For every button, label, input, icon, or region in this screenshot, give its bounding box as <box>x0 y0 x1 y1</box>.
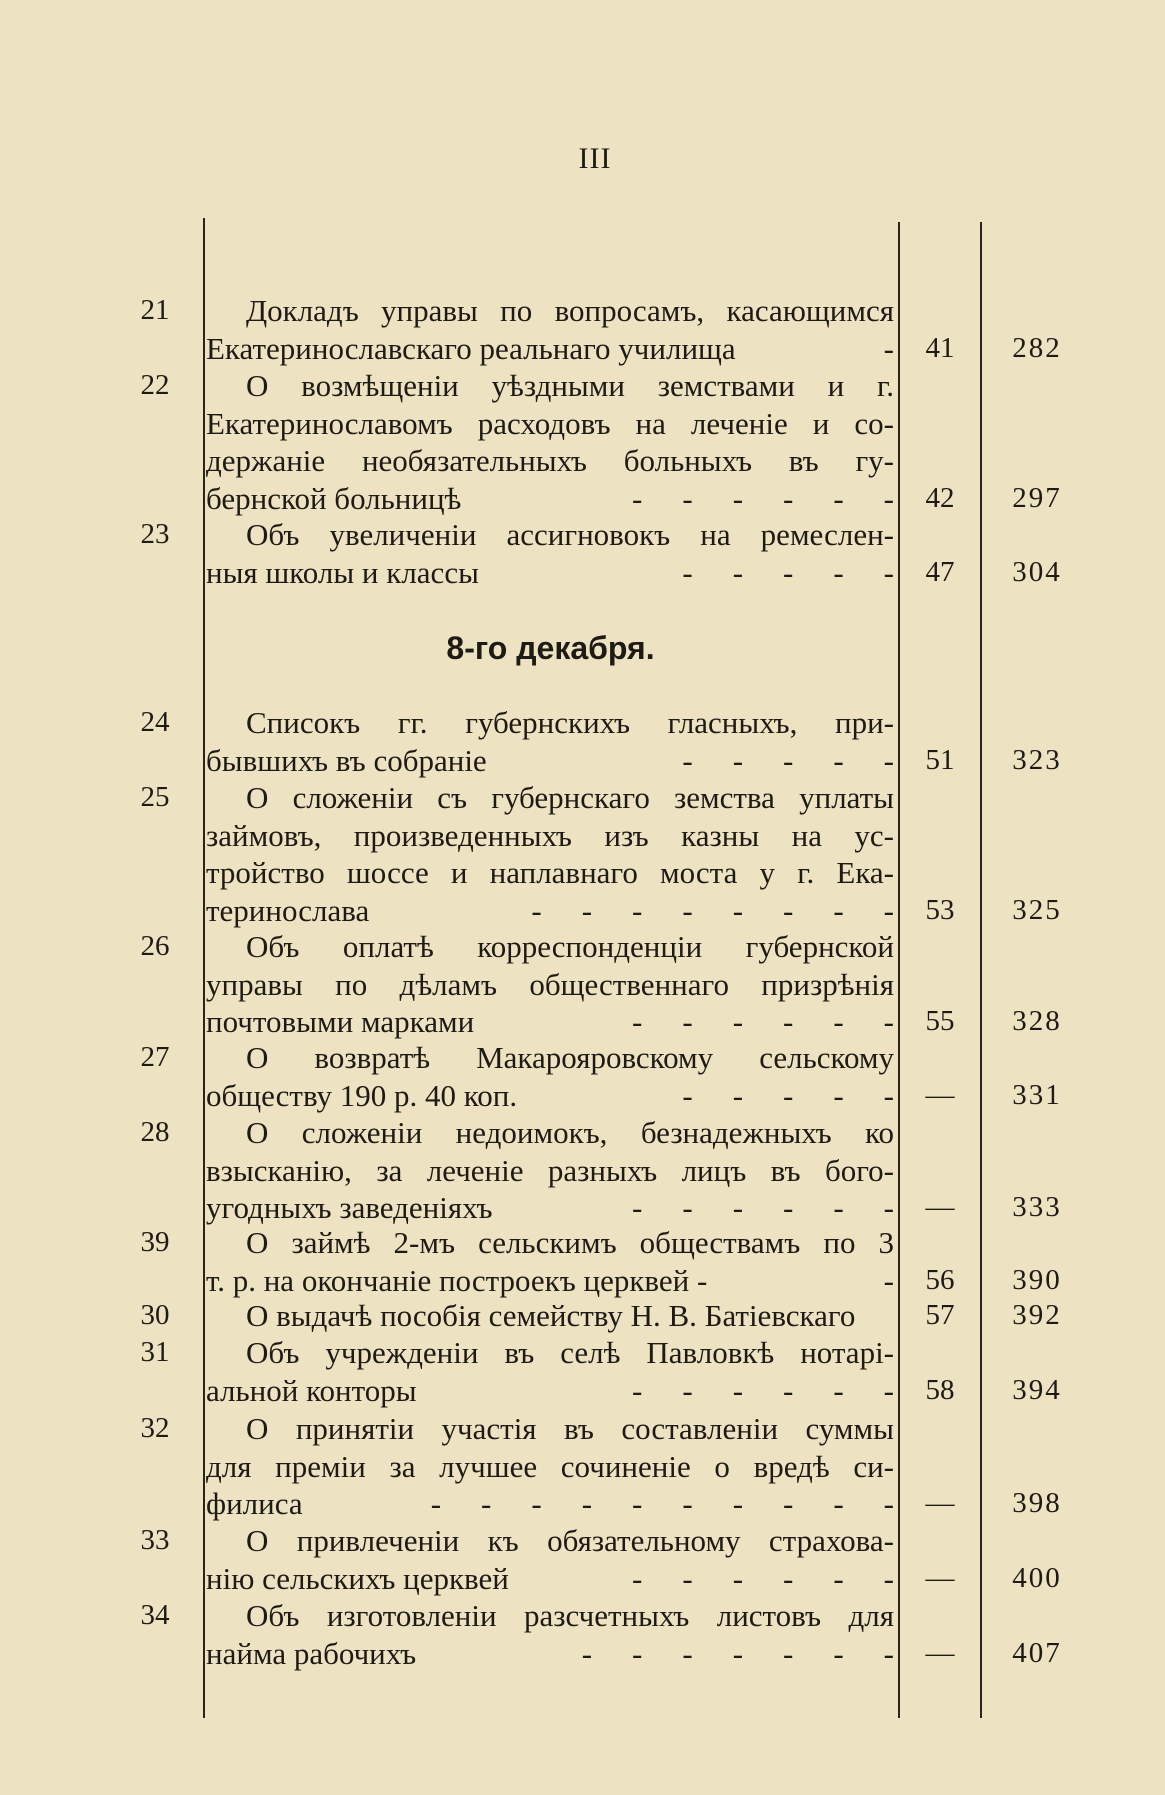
entry-doc-number: 400 <box>1012 1561 1062 1594</box>
entry-doc-number: 282 <box>1012 331 1062 364</box>
entry-number: 24 <box>140 706 170 738</box>
entry-page: 56 <box>925 1263 955 1296</box>
entry-text-line: О займѣ 2-мъ сельскимъ обществамъ по 3 <box>246 1225 894 1260</box>
entry-doc-number: 325 <box>1012 893 1062 926</box>
entry-text-line: О принятіи участія въ составленіи суммы <box>246 1411 894 1446</box>
entry-number: 33 <box>140 1524 170 1556</box>
dot-leader: - - - - - - - - <box>531 892 894 928</box>
entry-number: 30 <box>140 1299 170 1331</box>
entry-text-line-label: нію сельскихъ церквей <box>206 1560 509 1596</box>
entry-text-line-label: филиса <box>206 1486 303 1521</box>
entry-page: 57 <box>925 1299 955 1331</box>
entry-text-line: управы по дѣламъ общественнаго призрѣнія <box>206 966 894 1002</box>
left-column-rule <box>203 218 205 1718</box>
dot-leader: - - - - - - <box>632 1004 894 1039</box>
entry-text-line <box>206 1189 894 1226</box>
entry-text-line-label: т. р. на окончаніе построекъ церквей - <box>206 1262 708 1298</box>
dot-leader: - - - - - <box>682 742 894 778</box>
entry-page: — <box>925 1078 955 1111</box>
entry-text-line-label: бывшихъ въ собраніе <box>206 742 487 778</box>
entry-doc-number: 323 <box>1012 743 1062 776</box>
entry-text-line: Докладъ управы по вопросамъ, касающимся <box>246 293 894 328</box>
dot-leader: - - - - - <box>682 1077 894 1113</box>
entry-text-line: Списокъ гг. губернскихъ гласныхъ, при- <box>246 705 894 740</box>
entry-number: 31 <box>140 1336 170 1368</box>
dot-leader: - <box>883 330 894 366</box>
entry-page: 41 <box>925 331 955 364</box>
entry-doc-number: 304 <box>1012 555 1062 588</box>
entry-doc-number: 333 <box>1012 1191 1062 1223</box>
dot-leader: - <box>883 1262 894 1298</box>
entry-text-line: О сложеніи съ губернскаго земства уплаты <box>246 780 894 815</box>
entry-number: 22 <box>140 369 170 401</box>
entry-text-line: держаніе необязательныхъ больныхъ въ гу- <box>206 443 894 478</box>
entry-text-line: взысканію, за леченіе разныхъ лицъ въ бого- <box>206 1152 894 1188</box>
dot-leader: - - - - - - <box>632 1560 894 1596</box>
entry-text-line: О возмѣщеніи уѣздными земствами и г. <box>246 368 894 403</box>
entry-page: 58 <box>925 1373 955 1406</box>
entry-text-line: Екатеринославомъ расходовъ на леченіе и со- <box>206 405 894 441</box>
entry-text-line: Объ увеличеніи ассигновокъ на ремеслен- <box>246 517 894 552</box>
entry-text-line-label: обществу 190 р. 40 коп. <box>206 1077 518 1113</box>
entry-number: 26 <box>140 930 170 962</box>
entry-doc-number: 394 <box>1012 1373 1062 1406</box>
entry-page: 55 <box>925 1005 955 1037</box>
entry-text-line <box>206 1077 894 1114</box>
entry-number: 28 <box>140 1116 170 1148</box>
entry-doc-number: 297 <box>1012 481 1062 514</box>
entry-text-line <box>206 1262 894 1299</box>
entry-number: 25 <box>140 781 170 813</box>
entry-page: — <box>925 1191 955 1223</box>
entry-text-line <box>206 742 894 779</box>
entry-text-line: О привлеченіи къ обязательному страхова- <box>246 1523 894 1558</box>
entry-text-line <box>206 1485 894 1522</box>
entry-number: 39 <box>140 1226 170 1258</box>
entry-text-line-label: альной конторы <box>206 1372 417 1408</box>
entry-number: 21 <box>140 294 170 326</box>
entry-doc-number: 331 <box>1012 1078 1062 1111</box>
dot-leader: - - - - - - <box>632 1190 894 1225</box>
entry-doc-number: 392 <box>1012 1299 1062 1331</box>
section-heading: 8-го декабря. <box>446 630 655 666</box>
entry-text-line: О сложеніи недоимокъ, безнадежныхъ ко <box>246 1115 894 1150</box>
entry-text-line: Объ учрежденіи въ селѣ Павловкѣ нотарі- <box>246 1335 894 1370</box>
dot-leader: - - - - - - <box>632 480 894 516</box>
page-number: III <box>578 142 612 175</box>
entry-text-line <box>206 480 894 517</box>
entry-text-line-label: найма рабочихъ <box>206 1635 417 1671</box>
entry-text-line: О выдачѣ пособія семейству Н. В. Батіевскаго <box>246 1298 856 1333</box>
entry-text-line: для преміи за лучшее сочиненіе о вредѣ си- <box>206 1448 894 1484</box>
entry-text-line: займовъ, произведенныхъ изъ казны на ус- <box>206 817 894 853</box>
entry-page: 51 <box>925 743 955 776</box>
entry-text-line-label: почтовыми марками <box>206 1004 475 1039</box>
entry-text-line <box>206 1560 894 1597</box>
dot-leader: - - - - - - <box>632 1372 894 1408</box>
entry-page: 53 <box>925 893 955 926</box>
entry-text-line <box>206 554 894 591</box>
entry-page: 47 <box>925 555 955 588</box>
entry-text-line <box>206 1372 894 1409</box>
entry-text-line <box>206 330 894 367</box>
entry-page: — <box>925 1561 955 1594</box>
entry-text-line <box>206 1635 894 1672</box>
entry-doc-number: 390 <box>1012 1263 1062 1296</box>
entry-text-line <box>206 1003 894 1040</box>
entry-page: — <box>925 1636 955 1669</box>
entry-text-line-label: бернской больницѣ <box>206 480 462 516</box>
entry-number: 27 <box>140 1041 170 1073</box>
entry-text-line-label: ныя школы и классы <box>206 554 479 590</box>
entry-text-line: Объ оплатѣ корреспонденціи губернской <box>246 929 894 964</box>
entry-text-line <box>206 892 894 929</box>
entry-number: 34 <box>140 1599 170 1631</box>
entry-number: 23 <box>140 518 170 550</box>
entry-text-line-label: Екатеринославскаго реальнаго училища <box>206 330 736 366</box>
entry-number: 32 <box>140 1412 170 1444</box>
entry-text-line-label: угодныхъ заведеніяхъ <box>206 1190 493 1225</box>
entry-page: 42 <box>925 481 955 514</box>
dot-leader: - - - - - - - - - - <box>430 1486 894 1521</box>
entry-doc-number: 328 <box>1012 1005 1062 1037</box>
entry-text-line-label: теринослава <box>206 892 370 928</box>
entry-text-line: Объ изготовленіи разсчетныхъ листовъ для <box>246 1598 894 1633</box>
entry-text-line: тройство шоссе и наплавнаго моста у г. Ека- <box>206 855 894 890</box>
entry-text-line: О возвратѣ Макарояровскому сельскому <box>246 1040 894 1075</box>
entry-doc-number: 407 <box>1012 1636 1062 1669</box>
entry-page: — <box>925 1487 955 1519</box>
entry-doc-number: 398 <box>1012 1487 1062 1519</box>
dot-leader: - - - - - - - <box>581 1635 894 1671</box>
dot-leader: - - - - - <box>682 554 894 590</box>
